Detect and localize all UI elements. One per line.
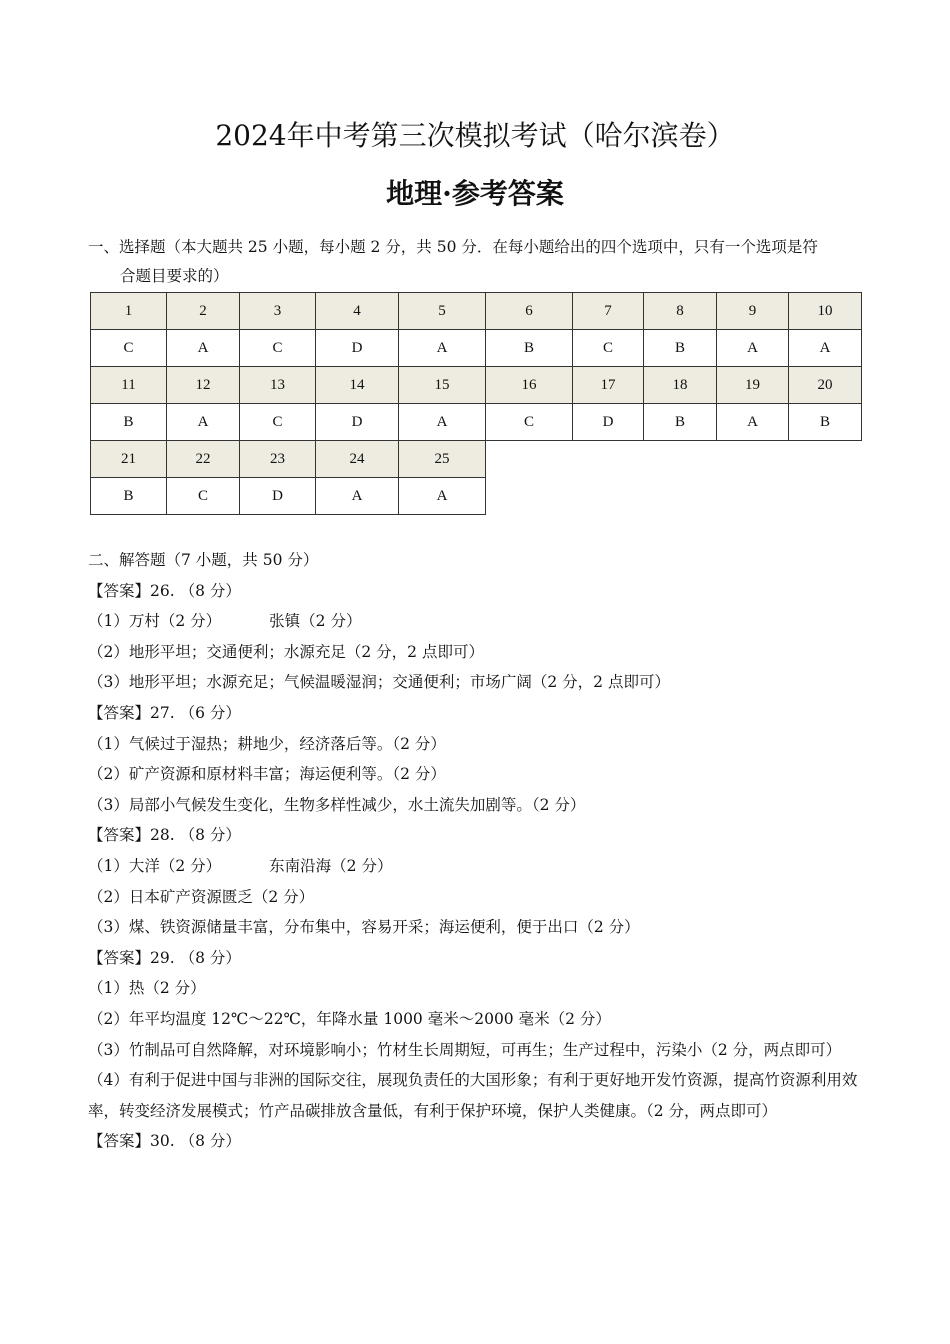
question-number: 4 bbox=[316, 293, 399, 330]
answer-cell: A bbox=[717, 330, 789, 367]
answer-cell: C bbox=[167, 478, 240, 515]
question-number-row bbox=[91, 367, 862, 404]
question-number-row bbox=[91, 441, 862, 478]
answer-table bbox=[90, 292, 862, 515]
answer-cell: B bbox=[91, 478, 167, 515]
question-number: 16 bbox=[486, 367, 573, 404]
q27-answer-3: （3）局部小气候发生变化，生物多样性减少，水土流失加剧等。（2 分） bbox=[88, 795, 586, 814]
question-number: 17 bbox=[573, 367, 644, 404]
question-number: 20 bbox=[789, 367, 862, 404]
page-title: 2024年中考第三次模拟考试（哈尔滨卷） bbox=[215, 119, 735, 152]
section1-heading-line2: 合题目要求的） bbox=[120, 267, 229, 285]
answer-cell: C bbox=[91, 330, 167, 367]
answer-cell: B bbox=[789, 404, 862, 441]
q28-answer-1 bbox=[88, 851, 863, 882]
answer-cell: B bbox=[91, 404, 167, 441]
table-empty-space bbox=[486, 441, 862, 478]
answer-cell: C bbox=[240, 330, 316, 367]
question-number: 9 bbox=[717, 293, 789, 330]
question-number: 22 bbox=[167, 441, 240, 478]
answer-cell: A bbox=[316, 478, 399, 515]
section2 bbox=[88, 545, 863, 1157]
question-number: 14 bbox=[316, 367, 399, 404]
answer-cell: D bbox=[240, 478, 316, 515]
question-number: 5 bbox=[399, 293, 486, 330]
answer-cell: A bbox=[399, 330, 486, 367]
section2-heading: 二、解答题（7 小题，共 50 分） bbox=[88, 551, 319, 569]
answer-cell: C bbox=[240, 404, 316, 441]
q26-answer-1a: （1）万村（2 分） bbox=[88, 612, 222, 631]
q29-answer-1: （1）热（2 分） bbox=[88, 979, 206, 998]
question-number: 23 bbox=[240, 441, 316, 478]
q26-label: 【答案】26. （8 分） bbox=[88, 581, 241, 600]
q26-answer-2: （2）地形平坦；交通便利；水源充足（2 分，2 点即可） bbox=[88, 642, 484, 661]
question-number: 19 bbox=[717, 367, 789, 404]
q28-answer-3: （3）煤、铁资源储量丰富，分布集中，容易开采；海运便利，便于出口（2 分） bbox=[88, 918, 640, 937]
section1-heading bbox=[88, 233, 878, 291]
table-empty-space bbox=[486, 478, 862, 515]
question-number: 25 bbox=[399, 441, 486, 478]
answer-cell: A bbox=[399, 404, 486, 441]
answer-cell: A bbox=[789, 330, 862, 367]
question-number: 8 bbox=[644, 293, 717, 330]
question-number: 6 bbox=[486, 293, 573, 330]
question-number: 7 bbox=[573, 293, 644, 330]
answer-row bbox=[91, 478, 862, 515]
q29-answer-3: （3）竹制品可自然降解，对环境影响小；竹材生长周期短，可再生；生产过程中，污染小（2 分，两点即可） bbox=[88, 1040, 842, 1059]
question-number: 11 bbox=[91, 367, 167, 404]
answer-cell: D bbox=[316, 330, 399, 367]
answer-cell: B bbox=[644, 330, 717, 367]
q28-answer-1b: 东南沿海（2 分） bbox=[269, 856, 393, 875]
answer-cell: C bbox=[486, 404, 573, 441]
answer-cell: B bbox=[644, 404, 717, 441]
q26-answer-1b: 张镇（2 分） bbox=[269, 612, 362, 631]
question-number: 24 bbox=[316, 441, 399, 478]
answer-cell: A bbox=[717, 404, 789, 441]
q29-answer-2: （2）年平均温度 12℃～22℃，年降水量 1000 毫米～2000 毫米（2 分） bbox=[88, 1009, 611, 1028]
q28-answer-1a: （1）大洋（2 分） bbox=[88, 856, 222, 875]
q27-answer-2: （2）矿产资源和原材料丰富；海运便利等。（2 分） bbox=[88, 765, 446, 784]
question-number: 21 bbox=[91, 441, 167, 478]
question-number: 2 bbox=[167, 293, 240, 330]
answer-cell: C bbox=[573, 330, 644, 367]
question-number: 12 bbox=[167, 367, 240, 404]
q28-label: 【答案】28. （8 分） bbox=[88, 826, 241, 845]
q26-answer-1 bbox=[88, 606, 863, 637]
q30-label: 【答案】30. （8 分） bbox=[88, 1132, 241, 1151]
answer-cell: D bbox=[573, 404, 644, 441]
answer-cell: A bbox=[399, 478, 486, 515]
answer-row bbox=[91, 404, 862, 441]
page-subtitle: 地理·参考答案 bbox=[386, 177, 564, 210]
q27-answer-1: （1）气候过于湿热；耕地少，经济落后等。（2 分） bbox=[88, 734, 446, 753]
question-number: 18 bbox=[644, 367, 717, 404]
answer-cell: A bbox=[167, 404, 240, 441]
q26-answer-3: （3）地形平坦；水源充足；气候温暖湿润；交通便利；市场广阔（2 分，2 点即可） bbox=[88, 673, 670, 692]
q28-answer-2: （2）日本矿产资源匮乏（2 分） bbox=[88, 887, 315, 906]
q29-answer-4: （4）有利于促进中国与非洲的国际交往，展现负责任的大国形象；有利于更好地开发竹资源，提高竹资源利用效率，转变经济发展模式；竹产品碳排放含量低，有利于保护环境，保护人类健康。（2 分，两点即可） bbox=[88, 1071, 858, 1120]
question-number: 15 bbox=[399, 367, 486, 404]
q27-label: 【答案】27. （6 分） bbox=[88, 703, 241, 722]
question-number: 10 bbox=[789, 293, 862, 330]
q29-label: 【答案】29. （8 分） bbox=[88, 948, 241, 967]
question-number: 1 bbox=[91, 293, 167, 330]
question-number: 3 bbox=[240, 293, 316, 330]
question-number-row bbox=[91, 293, 862, 330]
answer-cell: A bbox=[167, 330, 240, 367]
answer-cell: B bbox=[486, 330, 573, 367]
answer-row bbox=[91, 330, 862, 367]
question-number: 13 bbox=[240, 367, 316, 404]
answer-cell: D bbox=[316, 404, 399, 441]
section1-heading-line1: 一、选择题（本大题共 25 小题，每小题 2 分，共 50 分．在每小题给出的四个选项中，只有一个选项是符 bbox=[88, 238, 818, 256]
